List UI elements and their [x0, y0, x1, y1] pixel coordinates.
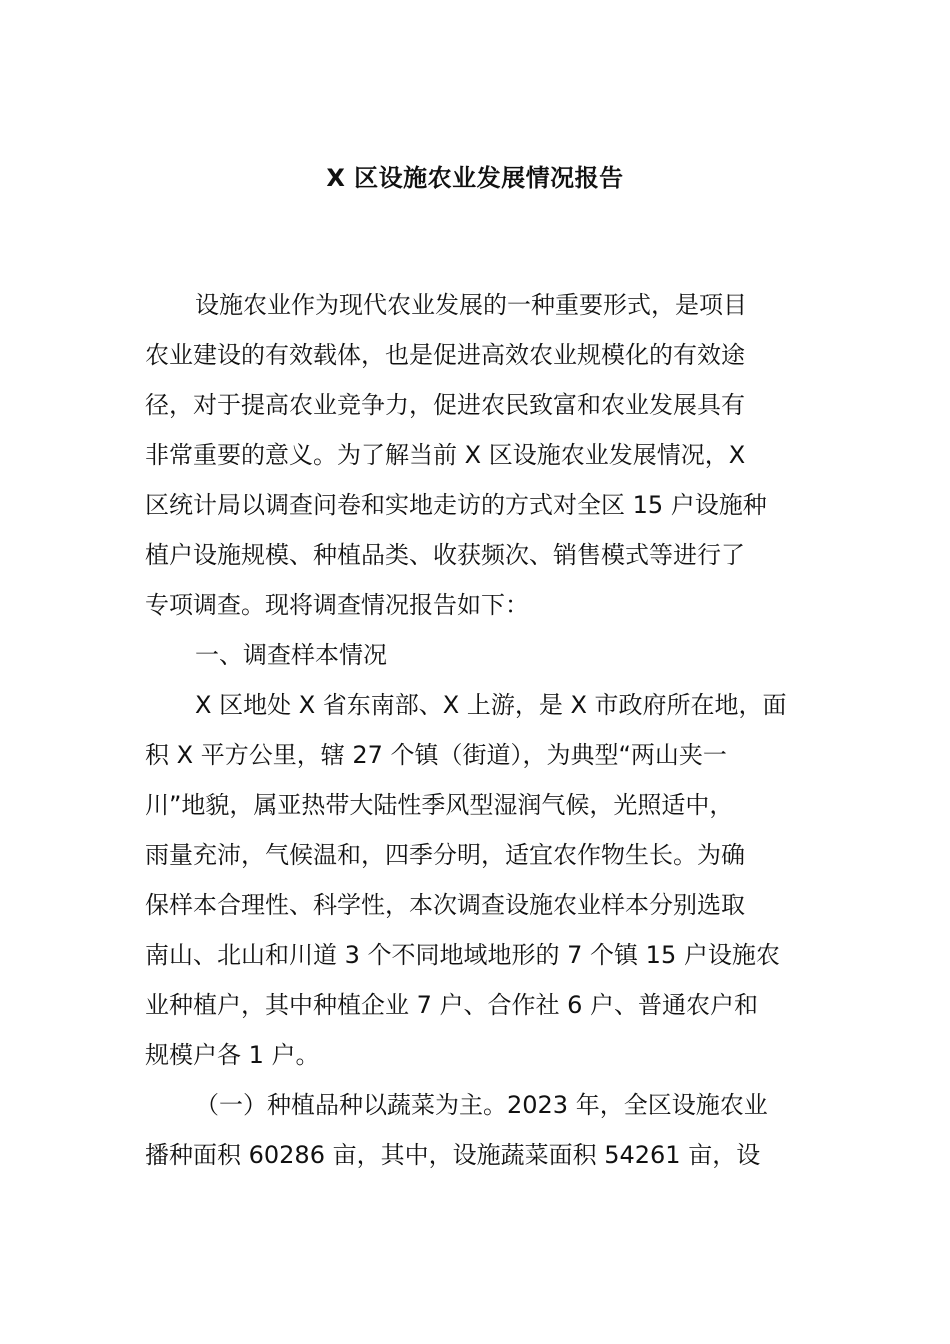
paragraph-line: X 区地处 X 省东南部、X 上游，是 X 市政府所在地，面	[195, 691, 787, 719]
paragraph-line: 径，对于提高农业竞争力，促进农民致富和农业发展具有	[145, 391, 745, 419]
paragraph-line: 雨量充沛，气候温和，四季分明，适宜农作物生长。为确	[145, 841, 745, 869]
section-heading: 一、调查样本情况	[195, 641, 387, 669]
paragraph-line: 农业建设的有效载体，也是促进高效农业规模化的有效途	[145, 341, 745, 369]
paragraph-line: 非常重要的意义。为了解当前 X 区设施农业发展情况，X	[145, 441, 746, 469]
paragraph-line: 南山、北山和川道 3 个不同地域地形的 7 个镇 15 户设施农	[145, 941, 780, 969]
document-title: X 区设施农业发展情况报告	[326, 164, 624, 192]
paragraph-line: 川”地貌，属亚热带大陆性季风型湿润气候，光照适中，	[145, 791, 734, 819]
paragraph-line: 业种植户，其中种植企业 7 户、合作社 6 户、普通农户和	[145, 991, 759, 1019]
paragraph-line: 播种面积 60286 亩，其中，设施蔬菜面积 54261 亩，设	[145, 1141, 761, 1169]
document-body	[145, 280, 810, 1180]
paragraph-line: 区统计局以调查问卷和实地走访的方式对全区 15 户设施种	[145, 491, 767, 519]
subsection-heading-line: （一）种植品种以蔬菜为主。2023 年，全区设施农业	[195, 1091, 768, 1119]
paragraph-line: 专项调查。现将调查情况报告如下：	[145, 591, 529, 619]
paragraph-line: 保样本合理性、科学性，本次调查设施农业样本分别选取	[145, 891, 745, 919]
paragraph-line: 设施农业作为现代农业发展的一种重要形式，是项目	[195, 291, 747, 319]
paragraph-line: 植户设施规模、种植品类、收获频次、销售模式等进行了	[145, 541, 745, 569]
paragraph-line: 积 X 平方公里，辖 27 个镇（街道），为典型“两山夹一	[145, 741, 727, 769]
paragraph-line: 规模户各 1 户。	[145, 1041, 320, 1069]
